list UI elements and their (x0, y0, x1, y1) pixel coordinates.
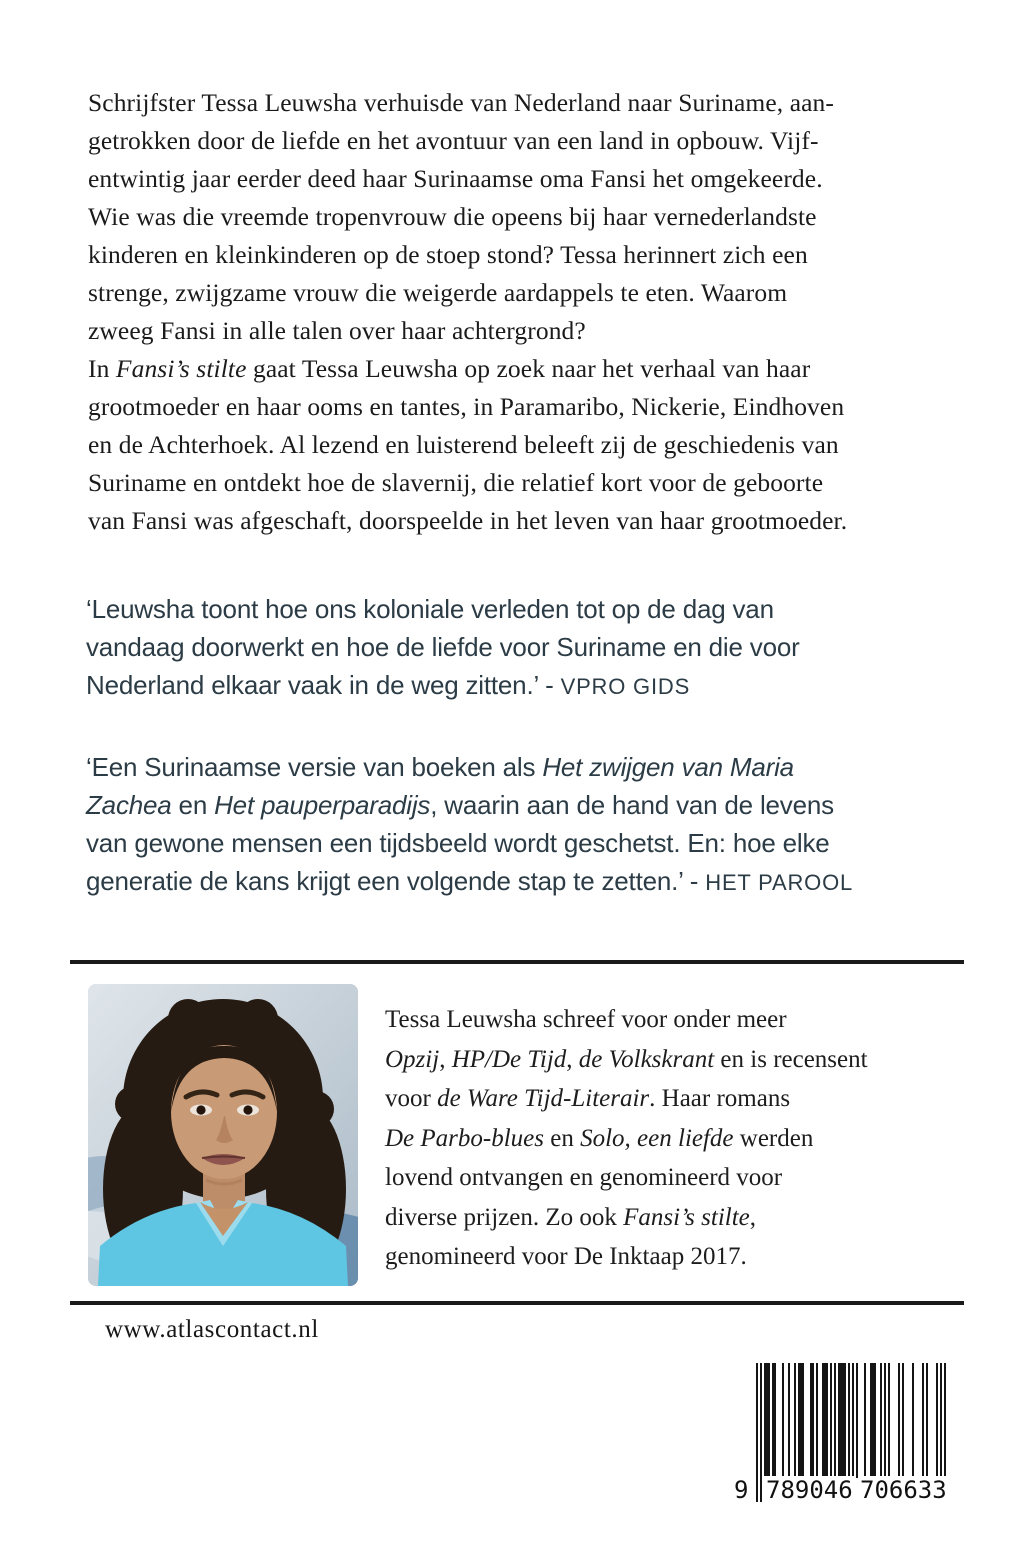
divider-rule-top (70, 960, 964, 964)
synopsis-text: Schrijfster Tessa Leuwsha verhuisde van Nederland naar Suriname, aan- getrokken door de liefde en het avontuur van een land in opbouw. Vijf- entwintig jaar eerder deed haar Surinaamse oma Fansi het omgekeerde. Wie was die vreemde tropenvrouw die opeens bij haar vernederlandste kinderen en kleinkinderen op de stoep stond? Tessa herinnert zich een strenge, zwijgzame vrouw die weigerde aardappels te eten. Waarom zweeg Fansi in alle talen over haar achtergrond? In Fansi’s stilte gaat Tessa Leuwsha op zoek naar het verhaal van haar grootmoeder en haar ooms en tantes, in Paramaribo, Nickerie, Eindhoven en de Achterhoek. Al lezend en luisterend beleeft zij de geschiedenis van Suriname en ontdekt hoe de slavernij, die relatief kort voor de geboorte van Fansi was afgeschaft, doorspeelde in het leven van haar grootmoeder. (88, 88, 848, 535)
isbn-barcode (732, 1363, 958, 1508)
barcode-digit-first: 9 (734, 1476, 749, 1504)
barcode-digits-right: 706633 (860, 1476, 947, 1504)
review-quote-parool (86, 748, 986, 902)
divider-rule-bottom (70, 1301, 964, 1305)
barcode-digits-left: 789046 (766, 1476, 853, 1504)
publisher-website: www.atlascontact.nl (105, 1316, 319, 1343)
review-quote-parool-source: HET PAROOL (705, 870, 854, 895)
author-photo (88, 984, 358, 1286)
review-quote-vpro-source: VPRO GIDS (560, 674, 691, 699)
review-quote-vpro (86, 590, 986, 706)
review-quote-parool-text: ‘Een Surinaamse versie van boeken als Het zwijgen van Maria Zachea en Het pauperparadijs, waarin aan de hand van de levens van gewone mensen een tijdsbeeld wordt geschetst. En: hoe elke generatie de kans krijgt een volgende stap te zetten.’ - (86, 752, 834, 896)
author-bio-text: Tessa Leuwsha schreef voor onder meer Opzij, HP/De Tijd, de Volkskrant en is recensent voor de Ware Tijd-Literair. Haar romans De Parbo-blues en Solo, een liefde werden lovend ontvangen en genomineerd voor diverse prijzen. Zo ook Fansi’s stilte, genomineerd voor De Inktaap 2017. (385, 1006, 868, 1270)
review-quote-vpro-text: ‘Leuwsha toont hoe ons koloniale verleden tot op de dag van vandaag doorwerkt en hoe de liefde voor Suriname en die voor Nederland elkaar vaak in de weg zitten.’ - (86, 594, 800, 700)
author-photo-illustration (88, 984, 358, 1286)
barcode-number (732, 1476, 958, 1506)
